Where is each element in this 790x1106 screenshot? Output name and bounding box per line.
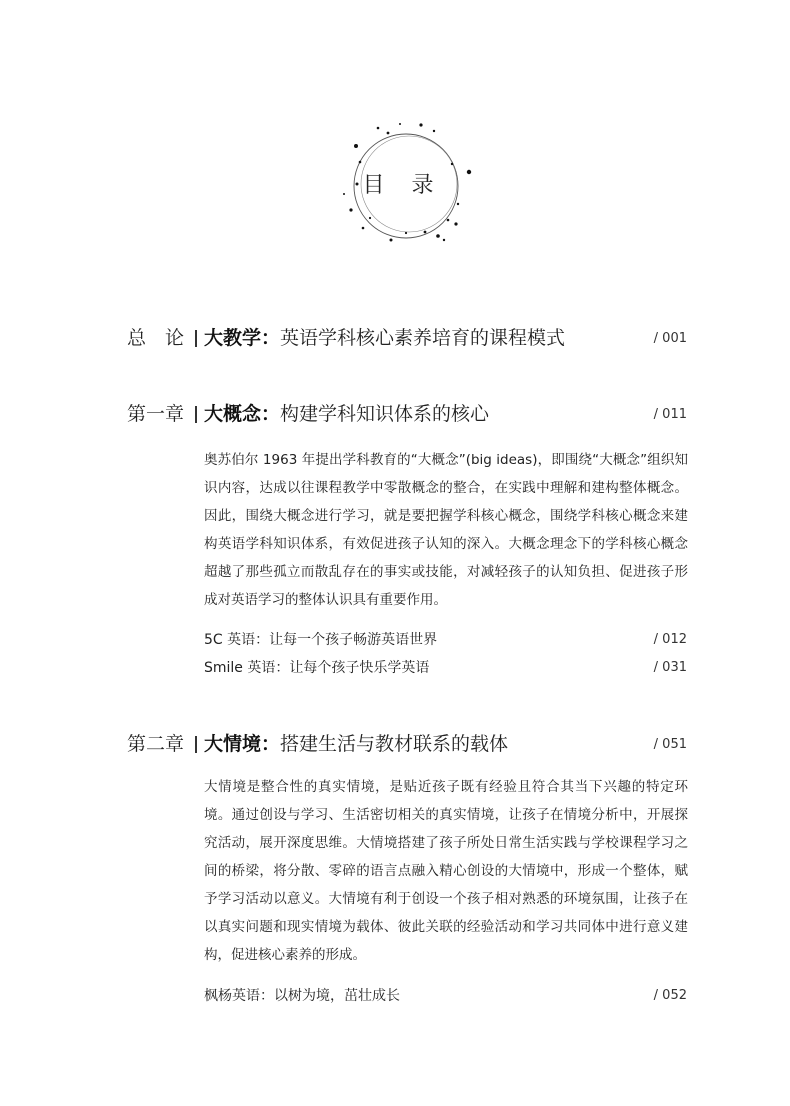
chapter-subtitle: 搭建生活与教材联系的载体 <box>280 733 509 755</box>
chapter-keyword: 大教学 <box>204 327 262 349</box>
chapter-subtitle: 英语学科核心素养培育的课程模式 <box>280 327 566 349</box>
chapter-subtitle: 构建学科知识体系的核心 <box>280 403 490 425</box>
chapter-row-2[interactable] <box>127 730 687 758</box>
chapter-row-intro[interactable] <box>127 324 687 352</box>
chapter-description: 大情境是整合性的真实情境，是贴近孩子既有经验且符合其当下兴趣的特定环境。通过创设与学习、生活密切相关的真实情境，让孩子在情境分析中，开展探究活动，展开深度思维。大情境搭建了孩子所处日常生活实践与学校课程学习之间的桥梁，将分散、零碎的语言点融入精心创设的大情境中，形成一个整体，赋予学习活动以意义。大情境有利于创设一个孩子相对熟悉的环境氛围，让孩子在以真实问题和现实情境为载体、彼此关联的经验活动和学习共同体中进行意义建构，促进核心素养的形成。 <box>204 779 688 963</box>
chapter-separator <box>195 736 197 753</box>
section-row[interactable] <box>204 628 687 652</box>
section-page-number: / 031 <box>653 660 687 675</box>
chapter-label: 第二章 <box>127 733 185 755</box>
chapter-page-number: / 001 <box>653 331 687 346</box>
chapter-separator <box>195 330 197 347</box>
chapter-page-number: / 011 <box>653 407 687 422</box>
section-page-number: / 012 <box>653 632 687 647</box>
chapter-page-number: / 051 <box>653 737 687 752</box>
chapter-title <box>204 400 489 428</box>
chapter-colon: ： <box>261 733 281 755</box>
chapter-description: 奥苏伯尔 1963 年提出学科教育的“大概念”(big ideas)，即围绕“大概念”组织知识内容，达成以往课程教学中零散概念的整合，在实践中理解和建构整体概念。因此，围绕大概念进行学习，就是要把握学科核心概念，围绕学科核心概念来建构英语学科知识体系，有效促进孩子认知的深入。大概念理念下的学科核心概念超越了那些孤立而散乱存在的事实或技能，对减轻孩子的认知负担、促进孩子形成对英语学习的整体认识具有重要作用。 <box>204 452 688 608</box>
section-title: 5C 英语：让每一个孩子畅游英语世界 <box>204 632 438 648</box>
chapter-title <box>204 730 508 758</box>
chapter-keyword: 大概念 <box>204 403 262 425</box>
chapter-keyword: 大情境 <box>204 733 262 755</box>
section-row[interactable] <box>204 656 687 680</box>
section-page-number: / 052 <box>653 988 687 1003</box>
chapter-title <box>204 324 565 352</box>
chapter-label: 总 论 <box>127 327 185 349</box>
chapter-separator <box>195 406 197 423</box>
section-title: 枫杨英语：以树为境，茁壮成长 <box>204 988 400 1004</box>
chapter-colon: ： <box>261 327 281 349</box>
chapter-row-1[interactable] <box>127 400 687 428</box>
toc-title: 目 录 <box>362 173 444 198</box>
section-row[interactable] <box>204 984 687 1008</box>
chapter-label: 第一章 <box>127 403 185 425</box>
section-title: Smile 英语：让每个孩子快乐学英语 <box>204 660 430 676</box>
chapter-colon: ： <box>261 403 281 425</box>
